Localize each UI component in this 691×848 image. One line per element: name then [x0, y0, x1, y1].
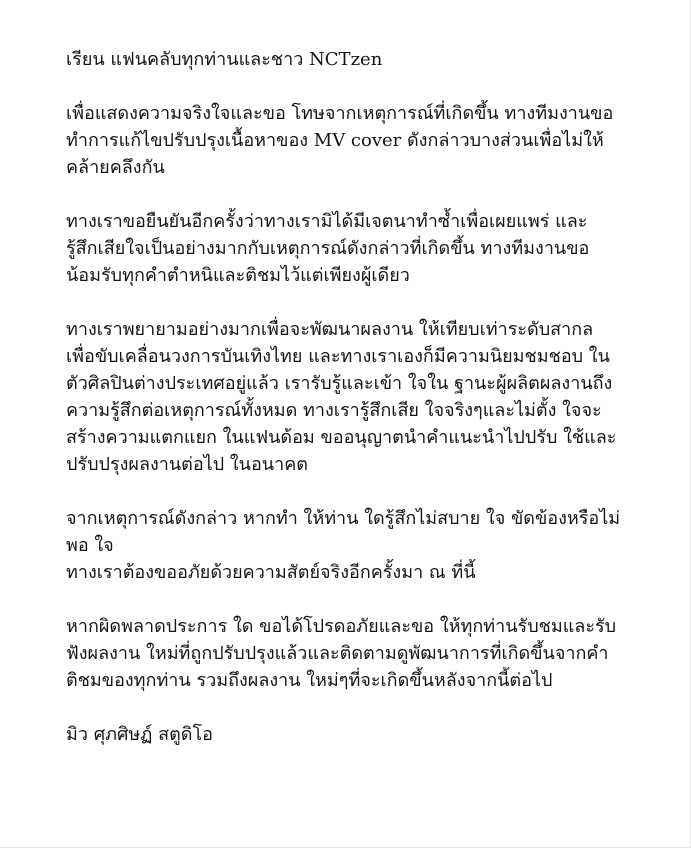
paragraph-line: จากเหตุการณ์ดังกล่าว หากทำ ให้ท่าน ใดรู้สึกไม่สบาย ใจ ขัดข้องหรือไม่ [66, 508, 621, 529]
paragraph-line: เพื่อแสดงความจริงใจและขอ โทษจากเหตุการณ์ที่เกิดขึ้น ทางทีมงานขอ [66, 103, 614, 124]
paragraph-line: ทางเราขอยืนยันอีกครั้งว่าทางเรามิได้มีเจตนาทำซ้ำเพื่อเผยแพร่ และ [66, 211, 588, 232]
paragraph-line: ทางเราต้องขออภัยด้วยความสัตย์จริงอีกครั้งมา ณ ที่นี้ [66, 562, 476, 583]
paragraph-line: พอ ใจ [66, 535, 114, 556]
paragraph-line: ความรู้สึกต่อเหตุการณ์ทั้งหมด ทางเรารู้สึกเสีย ใจจริงๆและไม่ตั้ง ใจจะ [66, 400, 602, 421]
paragraph-gap [66, 586, 666, 613]
letter-greeting: เรียน แฟนคลับทุกท่านและชาว NCTzen [66, 49, 383, 70]
paragraph-line: ติชมของทุกท่าน รวมถึงผลงาน ใหม่ๆที่จะเกิดขึ้นหลังจากนี้ต่อไป [66, 670, 553, 691]
paragraph-gap [66, 478, 666, 505]
paragraph-5 [66, 613, 666, 694]
paragraph-gap [66, 181, 666, 208]
apology-letter [66, 46, 666, 748]
paragraph-line: คล้ายคลึงกัน [66, 157, 165, 178]
paragraph-gap [66, 694, 666, 721]
paragraph-line: รู้สึกเสียใจเป็นอย่างมากกับเหตุการณ์ดังกล่าวที่เกิดขึ้น ทางทีมงานขอ [66, 238, 590, 259]
paragraph-4 [66, 505, 666, 586]
paragraph-1 [66, 100, 666, 181]
paragraph-line: หากผิดพลาดประการ ใด ขอได้โปรดอภัยและขอ ให้ทุกท่านรับชมและรับ [66, 616, 617, 637]
paragraph-2 [66, 208, 666, 289]
paragraph-line: เพื่อขับเคลื่อนวงการบันเทิงไทย และทางเราเองก็มีความนิยมชมชอบ ใน [66, 346, 610, 367]
paragraph-line: ทำการแก้ไขปรับปรุงเนื้อหาของ MV cover ดังกล่าวบางส่วนเพื่อไม่ให้ [66, 130, 604, 151]
paragraph-line: สร้างความแตกแยก ในแฟนด้อม ขออนุญาตนำคำแนะนำไปปรับ ใช้และ [66, 427, 617, 448]
paragraph-line: ปรับปรุงผลงานต่อไป ในอนาคต [66, 454, 308, 475]
paragraph-3 [66, 316, 666, 478]
letter-signature: มิว ศุภศิษฏ์ สตูดิโอ [66, 724, 213, 745]
paragraph-gap [66, 73, 666, 100]
paragraph-line: น้อมรับทุกคำตำหนิและติชมไว้แต่เพียงผู้เดียว [66, 265, 410, 286]
paragraph-line: ทางเราพยายามอย่างมากเพื่อจะพัฒนาผลงาน ให้เทียบเท่าระดับสากล [66, 319, 594, 340]
paragraph-gap [66, 289, 666, 316]
paragraph-line: ฟังผลงาน ใหม่ที่ถูกปรับปรุงแล้วและติดตามดูพัฒนาการที่เกิดขึ้นจากคำ [66, 643, 609, 664]
paragraph-line: ตัวศิลปินต่างประเทศอยู่แล้ว เรารับรู้และเข้า ใจใน ฐานะผู้ผลิตผลงานถึง [66, 373, 613, 394]
